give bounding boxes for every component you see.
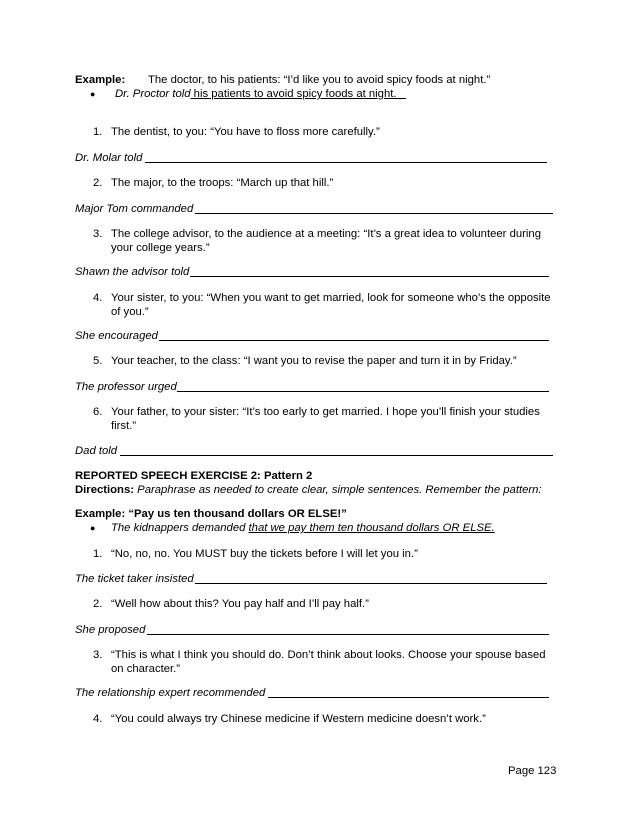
- answer-line[interactable]: [190, 276, 549, 277]
- item-number: 5.: [93, 355, 103, 367]
- answer-line[interactable]: [195, 583, 547, 584]
- page-number: Page 123: [508, 765, 557, 777]
- example-2-bullet: ●: [90, 523, 96, 533]
- answer-lead: Shawn the advisor told: [75, 266, 190, 278]
- example-2: [75, 507, 347, 521]
- answer-lead: She proposed: [75, 624, 146, 636]
- item-prompt: Your sister, to you: “When you want to get married, look for someone who’s the opposite of you.”: [111, 292, 551, 318]
- answer-lead: Dr. Molar told: [75, 152, 143, 164]
- item-prompt: “You could always try Chinese medicine if Western medicine doesn’t work.”: [111, 713, 486, 725]
- answer-line[interactable]: [120, 455, 553, 456]
- item-number: 6.: [93, 406, 103, 418]
- example-prompt: The doctor, to his patients: “I’d like you to avoid spicy foods at night.”: [148, 74, 491, 86]
- directions-text: Paraphrase as needed to create clear, simple sentences. Remember the pattern:: [134, 484, 542, 496]
- answer-lead: The professor urged: [75, 381, 177, 393]
- item-number: 2.: [93, 598, 103, 610]
- answer-lead: The ticket taker insisted: [75, 573, 194, 585]
- answer-line[interactable]: [159, 340, 549, 341]
- item-prompt: Your teacher, to the class: “I want you to revise the paper and turn it in by Friday.”: [111, 355, 517, 367]
- example-2-label: Example:: [75, 508, 126, 520]
- item-number: 3.: [93, 228, 103, 240]
- example-answer-rest: his patients to avoid spicy foods at night.: [190, 88, 406, 100]
- item-number: 2.: [93, 177, 103, 189]
- item-prompt: “This is what I think you should do. Don’t think about looks. Choose your spouse based on character.”: [111, 649, 546, 675]
- example-label: Example:: [75, 74, 126, 86]
- example-bullet: ●: [90, 89, 96, 99]
- answer-lead: Dad told: [75, 445, 118, 457]
- item-prompt: “Well how about this? You pay half and I’ll pay half.”: [111, 598, 369, 610]
- item-prompt: The major, to the troops: “March up that hill.”: [111, 177, 334, 189]
- item-prompt: The college advisor, to the audience at a meeting: “It’s a great idea to volunteer during your college years.”: [111, 228, 541, 254]
- example-2-text: “Pay us ten thousand dollars OR ELSE!”: [125, 508, 347, 520]
- directions-label: Directions:: [75, 484, 135, 496]
- item-number: 1.: [93, 548, 103, 560]
- example-answer-lead: Dr. Proctor told: [115, 88, 191, 100]
- item-number: 4.: [93, 713, 103, 725]
- example-2-answer-lead: The kidnappers demanded: [111, 522, 249, 534]
- item-prompt: The dentist, to you: “You have to floss more carefully.”: [111, 126, 380, 138]
- answer-lead: She encouraged: [75, 330, 158, 342]
- answer-line[interactable]: [268, 697, 549, 698]
- answer-lead: The relationship expert recommended: [75, 687, 266, 699]
- answer-line[interactable]: [195, 213, 553, 214]
- item-prompt: “No, no, no. You MUST buy the tickets before I will let you in.”: [111, 548, 418, 560]
- answer-line[interactable]: [177, 391, 549, 392]
- answer-line[interactable]: [145, 162, 547, 163]
- section-heading: REPORTED SPEECH EXERCISE 2: Pattern 2: [75, 470, 313, 482]
- section-directions: [75, 483, 542, 497]
- answer-line[interactable]: [147, 634, 549, 635]
- example-2-answer-rest: that we pay them ten thousand dollars OR ELSE.: [248, 522, 495, 534]
- example-answer: [115, 87, 406, 101]
- item-number: 4.: [93, 292, 103, 304]
- item-number: 3.: [93, 649, 103, 661]
- item-prompt: Your father, to your sister: “It’s too early to get married. I hope you’ll finish your studies first.”: [111, 406, 540, 432]
- example-2-answer: [111, 521, 495, 535]
- item-number: 1.: [93, 126, 103, 138]
- answer-lead: Major Tom commanded: [75, 203, 194, 215]
